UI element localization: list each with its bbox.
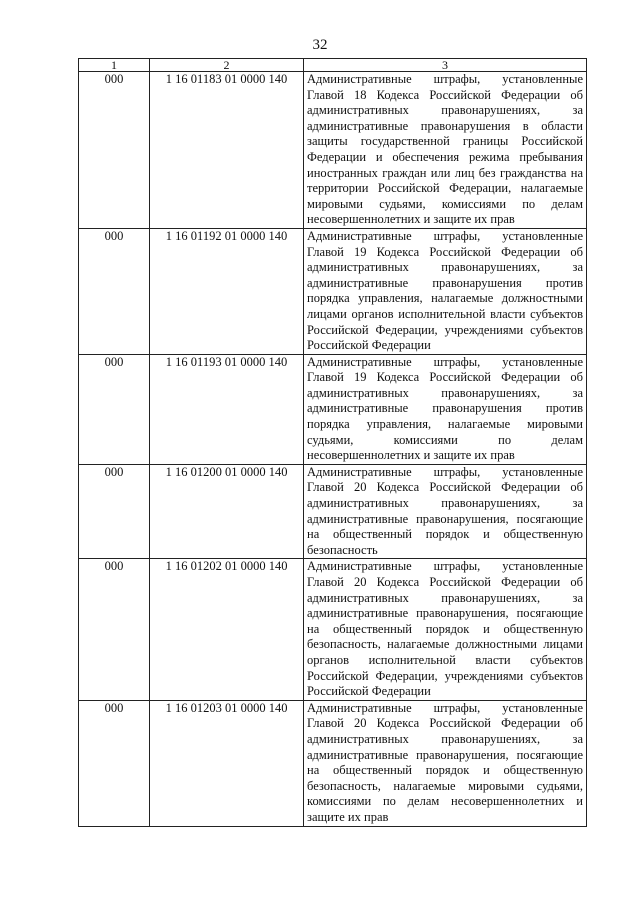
kbk-code-cell: 1 16 01183 01 0000 140 xyxy=(150,72,304,229)
table-row xyxy=(79,559,587,700)
kbk-code-cell: 1 16 01202 01 0000 140 xyxy=(150,559,304,700)
budget-codes-table xyxy=(78,58,587,827)
description-cell: Административные штрафы, установленные Главой 20 Кодекса Российской Федерации об административных правонарушениях, за административные правонарушения, посягающие на общественный порядок и общественную безопасность, налагаемые мировыми судьями, комиссиями по делам несовершеннолетних и защите их прав xyxy=(304,700,587,826)
admin-code-cell: 000 xyxy=(79,228,150,354)
page-number: 32 xyxy=(312,37,328,53)
admin-code-cell: 000 xyxy=(79,72,150,229)
kbk-code-cell: 1 16 01192 01 0000 140 xyxy=(150,228,304,354)
kbk-code-cell: 1 16 01200 01 0000 140 xyxy=(150,464,304,559)
admin-code-cell: 000 xyxy=(79,464,150,559)
table-header-row xyxy=(79,59,587,72)
kbk-code-cell: 1 16 01193 01 0000 140 xyxy=(150,354,304,464)
table-row xyxy=(79,700,587,826)
table-row xyxy=(79,228,587,354)
kbk-code-cell: 1 16 01203 01 0000 140 xyxy=(150,700,304,826)
admin-code-cell: 000 xyxy=(79,700,150,826)
table-row xyxy=(79,354,587,464)
description-cell: Административные штрафы, установленные Главой 20 Кодекса Российской Федерации об административных правонарушениях, за административные правонарушения, посягающие на общественный порядок и общественную безопасность xyxy=(304,464,587,559)
description-cell: Административные штрафы, установленные Главой 19 Кодекса Российской Федерации об административных правонарушениях, за административные правонарушения против порядка управления, налагаемые мировыми судьями, комиссиями по делам несовершеннолетних и защите их прав xyxy=(304,354,587,464)
column-header-3: 3 xyxy=(304,59,587,72)
description-cell: Административные штрафы, установленные Главой 18 Кодекса Российской Федерации об административных правонарушениях, за административные правонарушения в области защиты государственной границы Российской Федерации и обеспечения режима пребывания иностранных граждан или лиц без гражданства на территории Российской Федерации, налагаемые мировыми судьями, комиссиями по делам несовершеннолетних и защите их прав xyxy=(304,72,587,229)
column-header-2: 2 xyxy=(150,59,304,72)
table-row xyxy=(79,464,587,559)
admin-code-cell: 000 xyxy=(79,559,150,700)
description-cell: Административные штрафы, установленные Главой 20 Кодекса Российской Федерации об административных правонарушениях, за административные правонарушения, посягающие на общественный порядок и общественную безопасность, налагаемые должностными лицами органов исполнительной власти субъектов Российской Федерации, учреждениями субъектов Российской Федерации xyxy=(304,559,587,700)
column-header-1: 1 xyxy=(79,59,150,72)
table-row xyxy=(79,72,587,229)
description-cell: Административные штрафы, установленные Главой 19 Кодекса Российской Федерации об административных правонарушениях, за административные правонарушения против порядка управления, налагаемые должностными лицами органов исполнительной власти субъектов Российской Федерации, учреждениями субъектов Российской Федерации xyxy=(304,228,587,354)
admin-code-cell: 000 xyxy=(79,354,150,464)
